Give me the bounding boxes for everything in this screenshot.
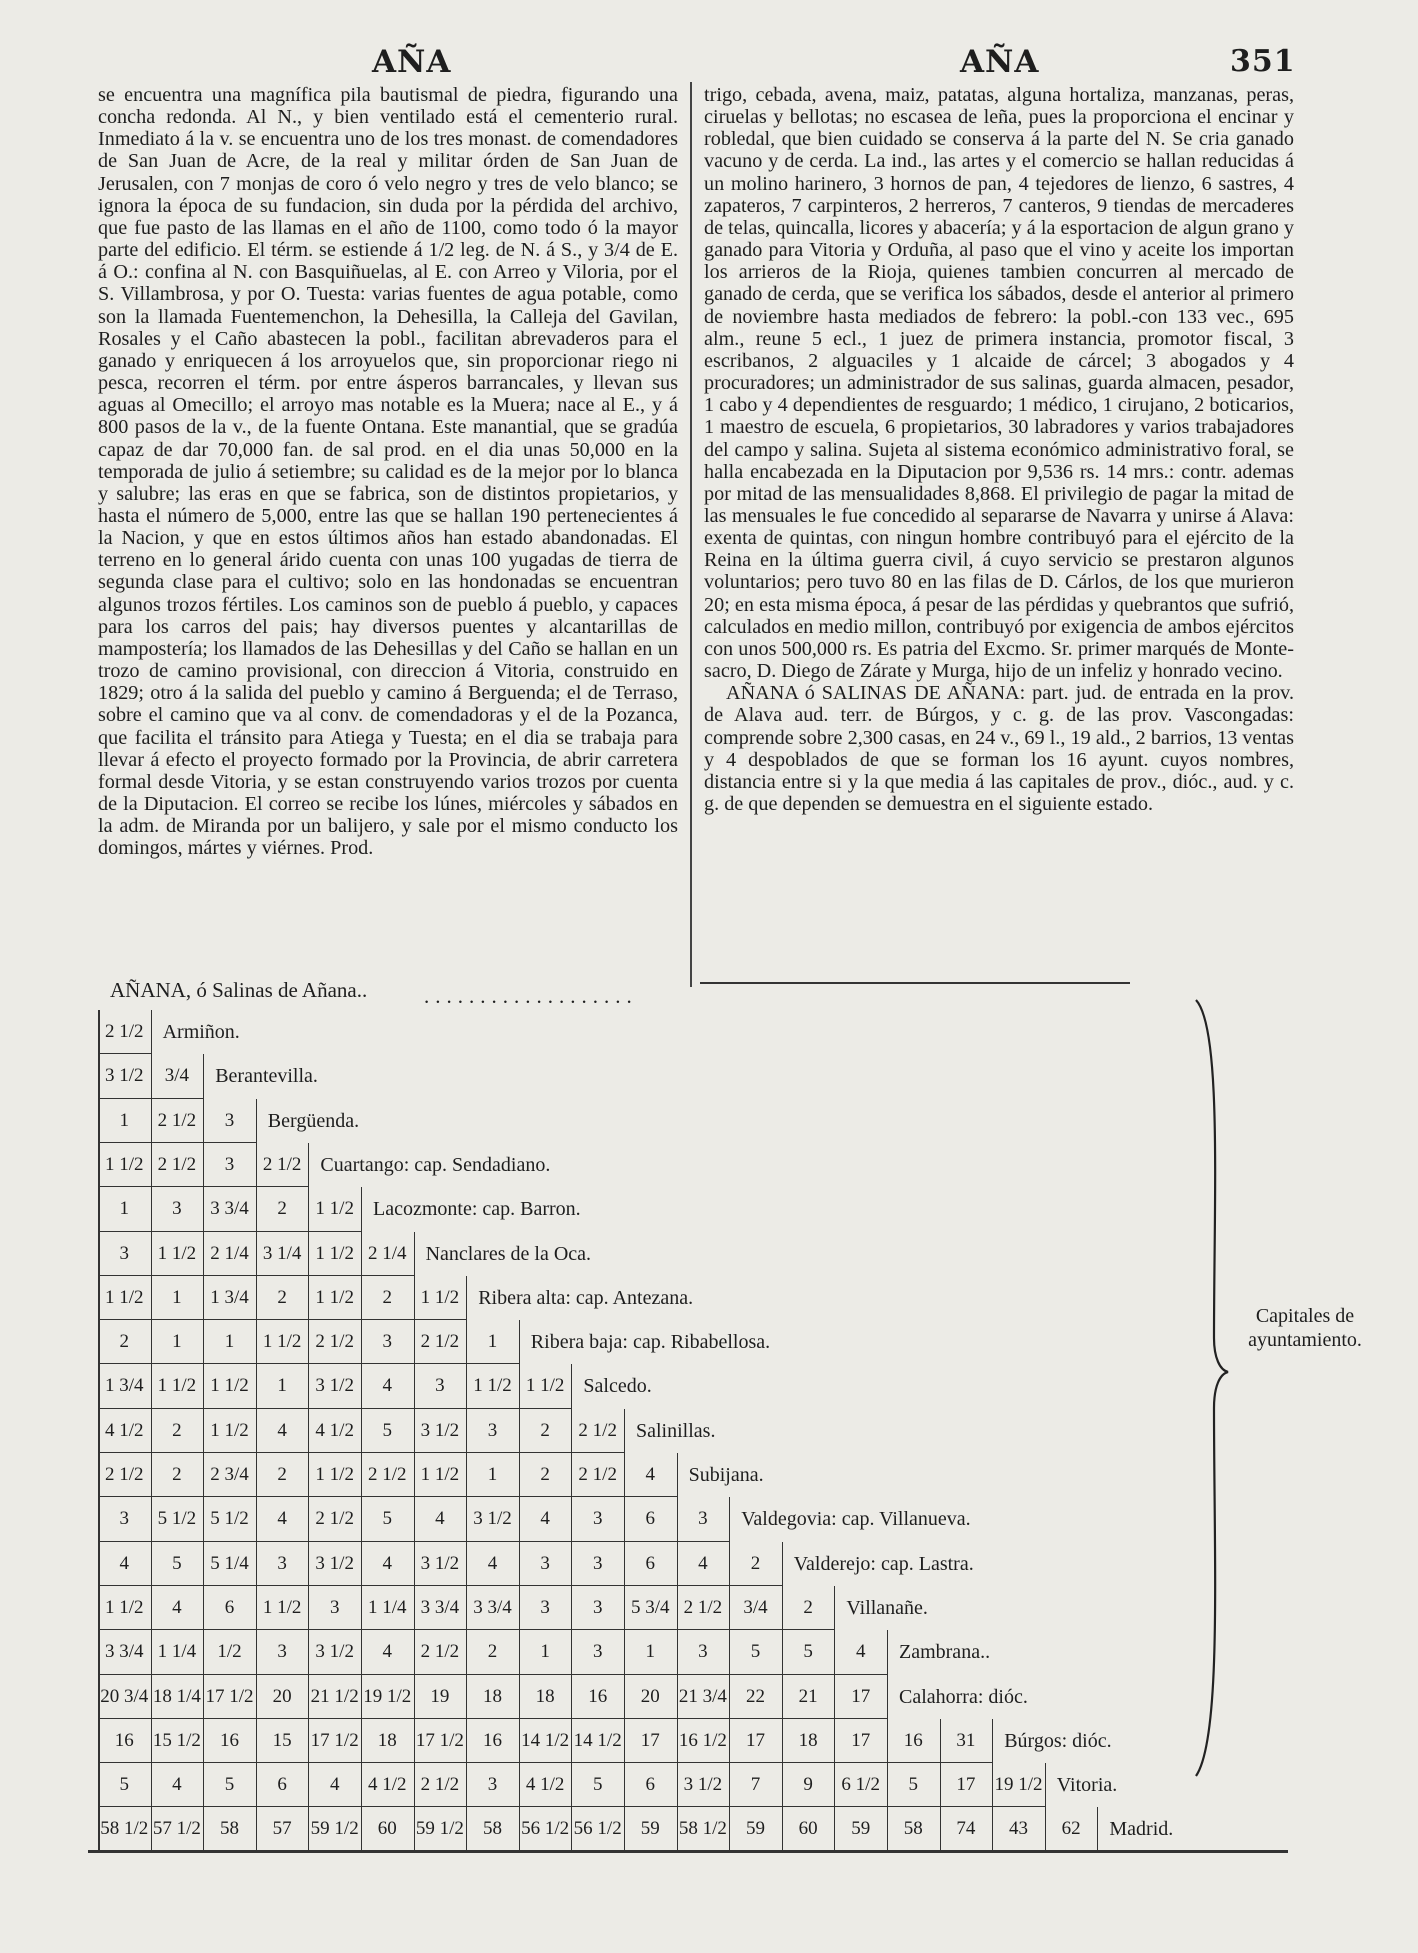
distance-cell: 59 1/2 [415,1818,464,1840]
distance-cell: 16 [903,1729,923,1751]
distance-cell: 1 1/2 [210,1419,249,1441]
distance-cell: 7 [750,1774,761,1796]
distance-cell: 6 [277,1774,287,1796]
distance-cell: 2 1/2 [420,1774,460,1796]
place-name: Valderejo: cap. Lastra. [793,1552,974,1575]
column-rule [151,1010,152,1852]
distance-cell: 2 1/2 [578,1464,617,1485]
distance-cell: 3 1/2 [473,1508,512,1530]
place-name: Búrgos: dióc. [1004,1729,1112,1752]
distance-cell: 5 [172,1552,182,1574]
distance-cell: 1 3/4 [105,1375,144,1397]
distance-cell: 19 1/2 [363,1685,412,1707]
distance-cell: 1 1/2 [525,1375,565,1397]
distance-cell: 18 [482,1685,502,1707]
distance-cell: 9 [803,1774,813,1796]
distance-cell: 18 [535,1685,555,1707]
distance-cell: 4 [540,1508,550,1530]
distance-cell: 15 1/2 [152,1729,201,1751]
distance-cell: 4 [329,1774,340,1796]
distance-cell: 1 1/2 [262,1331,302,1353]
place-name: Bergüenda. [267,1109,360,1132]
distance-cell: 16 [588,1685,608,1707]
place-name: Zambrana.. [899,1641,991,1664]
running-header-left: AÑA [372,44,452,80]
distance-cell: 3 1/2 [315,1641,354,1663]
place-name: Ribera alta: cap. Antezana. [478,1286,694,1309]
distance-cell: 2 1/2 [157,1109,197,1131]
distance-cell: 4 [119,1552,130,1574]
place-name: Valdegovia: cap. Villanueva. [741,1508,971,1531]
table-bottom-rule [88,1850,1288,1853]
district-entry: AÑANA ó SALINAS DE AÑANA: part. jud. de entrada en la prov. de Alava aud. terr. de Búrgos, y c. g. de las prov. Vascongadas: comprende sobre 2,300 casas, en 24 v., 69 l., 19 ald., 2 barrios, 13 ventas y 4 despoblados de que se forman los 16 ayunt. cuyos nombres, distancia entre si y la que media á las capitales de prov., dióc., aud. y c. g. de que dependen se demuestra en el siguiente estado. [704,682,1294,815]
distance-cell: 3/4 [743,1596,768,1618]
distance-cell: 2 1/2 [105,1021,144,1042]
distance-cell: 4 [382,1375,393,1397]
distance-cell: 4 [698,1552,708,1574]
distance-cell: 60 [377,1818,397,1840]
distance-cell: 17 [640,1729,660,1751]
distance-cell: 20 [272,1685,292,1707]
distance-cell: 43 [1008,1818,1028,1840]
distance-cell: 1 1/2 [315,1464,354,1485]
distance-cell: 1 [119,1109,130,1131]
distance-cell: 21 1/2 [310,1685,359,1707]
distance-cell: 4 [487,1552,498,1574]
distance-cell: 4 [435,1508,445,1530]
column-rule [1097,1807,1098,1851]
distance-cell: 1 1/2 [157,1242,197,1264]
place-name: Armiñon. [162,1021,240,1043]
distance-table [92,978,1362,1878]
distance-cell: 15 [272,1729,292,1751]
distance-cell: 19 1/2 [994,1774,1043,1796]
distance-cell: 17 1/2 [205,1685,254,1707]
distance-cell: 5 1/2 [210,1508,249,1530]
running-header-center: AÑA [960,44,1040,80]
distance-cell: 17 [745,1729,765,1751]
distance-cell: 6 [224,1596,235,1618]
distance-cell: 3 1/2 [420,1419,460,1441]
distance-cell: 59 1/2 [310,1818,359,1840]
distance-cell: 5 [382,1508,393,1530]
distance-cell: 1 1/2 [157,1375,197,1397]
distance-cell: 3 1/2 [420,1552,460,1574]
distance-cell: 17 [851,1729,871,1751]
distance-cell: 3 [487,1774,498,1796]
distance-cell: 5 [908,1774,919,1796]
brace-icon [1192,998,1232,1778]
distance-cell: 57 1/2 [152,1818,201,1840]
distance-cell: 1 1/2 [473,1375,512,1397]
distance-cell: 3 3/4 [105,1641,144,1663]
distance-cell: 16 [114,1729,134,1751]
distance-cell: 1 1/2 [315,1198,354,1220]
distance-cell: 6 1/2 [841,1774,880,1796]
place-name: Subijana. [688,1464,764,1486]
distance-cell: 60 [798,1818,818,1840]
distance-cell: 1 1/2 [210,1375,249,1397]
column-rule [940,1719,941,1852]
place-name: Salinillas. [636,1419,716,1442]
column-rule [1045,1763,1046,1852]
place-name: Villanañe. [846,1596,928,1619]
distance-cell: 6 [645,1552,656,1574]
distance-cell: 3 1/2 [315,1552,354,1574]
distance-cell: 3 1/2 [315,1375,354,1397]
place-name: Calahorra: dióc. [899,1685,1028,1708]
distance-cell: 3 [698,1641,708,1663]
distance-cell: 4 [172,1774,182,1796]
distance-cell: 2 [540,1464,550,1485]
distance-cell: 4 [382,1641,393,1663]
distance-cell: 56 1/2 [573,1818,622,1840]
column-rule [677,1453,678,1852]
distance-cell: 5 [750,1641,761,1663]
column-rule [361,1187,362,1852]
distance-cell: 1 1/4 [368,1596,407,1618]
column-rule [624,1409,625,1852]
distance-cell: 3 [435,1375,445,1397]
distance-cell: 5 [224,1774,235,1796]
distance-cell: 3 3/4 [473,1596,512,1618]
distance-cell: 1/2 [217,1641,242,1663]
distance-cell: 21 [798,1685,818,1707]
distance-cell: 4 1/2 [105,1419,144,1441]
distance-cell: 1 [277,1375,287,1397]
distance-cell: 1 [172,1331,182,1353]
distance-cell: 5 [592,1774,603,1796]
distance-cell: 2 1/2 [368,1464,407,1485]
distance-cell: 1 3/4 [210,1286,249,1308]
distance-cell: 16 [219,1729,239,1751]
distance-cell: 5 1/4 [210,1552,249,1574]
distance-cell: 1 1/2 [420,1286,460,1308]
bracket-label: Capitales de ayuntamiento. [1248,1305,1362,1351]
distance-cell: 4 1/2 [525,1774,565,1796]
distance-cell: 17 1/2 [310,1729,359,1751]
distance-cell: 3/4 [164,1065,190,1087]
distance-cell: 2 [119,1331,130,1353]
left-column-paragraph: se encuentra una magnífica pila bautismal de piedra, figurando una concha redonda. Al N., y bien ventilado está el cementerio rural. Inmediato á la v. se encuentra uno de los tres monast. de comendadores de San Juan de Acre, de la real y militar órden de San Juan de Jerusalen, con 7 monjas de coro ó velo negro y tres de velo blanco; se ignora la época de su fundacion, sin duda por la pérdida del archivo, que fue pasto de las llamas en el año de 1100, como todo ó la mayor parte del edificio. El térm. se estiende á 1/2 leg. de N. á S., y 3/4 de E. á O.: confina al N. con Basquiñuelas, al E. con Arreo y Viloria, por el S. Villambrosa, y por O. Tuesta: varias fuentes de agua potable, como son la llamada Fuentemenchon, la Dehesilla, la Calleja del Gavilan, Rosales y el Caño abastecen la pobl., facilitan abrevaderos para el ganado y enriquecen á los arroyuelos que, sin proporcionar riego ni pesca, recorren el térm. por entre ásperos barrancales, y llevan sus aguas al Omecillo; el arroyo mas notable es la Muera; nace al E., y á 800 pasos de la v., de la fuente Ontana. Este manantial, que se gradúa capaz de dar 70,000 fan. de sal prod. en el dia unas 50,000 en la temporada de julio á setiembre; su calidad es de la mejor por lo blanca y salubre; las eras en que se fabrica, son de distintos propietarios, y hasta el número de 5,000, entre las que se hallan 190 pertenecientes á la Nacion, y que en estos últimos años han estado abandonadas. El terreno en lo general árido cuenta con unas 100 yugadas de tierra de segunda clase para el cultivo; solo en las hondonadas se encuentran algunos trozos fértiles. Los caminos son de pueblo á pueblo, y capaces para los carros del pais; hay diversos puentes y alcantarillas de mampostería; los llamados de las Dehesillas y del Caño se hallan en un trozo de camino provisional, con direccion á Vitoria, construido en 1829; otro á la salida del pueblo y camino á Berguenda; el de Terraso, sobre el camino que va al conv. de comendadoras y el de la Pozanca, que facilita el tránsito para Atiega y Tuesta; en el dia se trabaja para llevar á efecto el proyecto formado por la Provincia, de abrir carretera formal desde Vitoria, y se estan construyendo varios trozos por cuenta de la Diputacion. El correo se recibe los lúnes, miércoles y sábados en la adm. de Miranda por un balijero, y sale por el mismo conducto los domingos, mártes y viérnes. Prod. [98,84,678,860]
distance-cell: 2 [172,1419,182,1441]
distance-cell: 4 [645,1464,656,1485]
place-name: Nanclares de la Oca. [425,1242,592,1265]
distance-cell: 1 [224,1331,235,1353]
distance-cell: 3 [540,1596,550,1618]
distance-cell: 1 1/2 [315,1286,354,1308]
distance-cell: 3 [277,1552,287,1574]
distance-cell: 14 1/2 [521,1729,570,1751]
distance-cell: 3 [172,1198,182,1220]
column-rule [203,1054,204,1851]
distance-cell: 1 [645,1641,656,1663]
distance-cell: 62 [1061,1818,1081,1840]
distance-cell: 4 [382,1552,393,1574]
place-name: Lacozmonte: cap. Barron. [373,1198,581,1221]
place-name: Salcedo. [583,1375,652,1398]
distance-cell: 3 3/4 [210,1198,249,1220]
distance-cell: 3 1/2 [683,1774,723,1796]
distance-cell: 58 1/2 [678,1818,727,1840]
distance-cell: 2 3/4 [210,1464,249,1485]
distance-cell: 20 3/4 [100,1685,149,1707]
column-rule [466,1276,467,1852]
distance-cell: 17 [956,1774,976,1796]
distance-cell: 22 [745,1685,765,1707]
distance-cell: 59 [745,1818,765,1840]
distance-cell: 3 [487,1419,498,1441]
distance-cell: 5 1/2 [157,1508,197,1530]
distance-cell: 2 [487,1641,498,1663]
distance-cell: 1 1/2 [105,1286,144,1308]
distance-cell: 2 1/2 [420,1331,460,1353]
place-name: Madrid. [1109,1818,1174,1841]
distance-cell: 3 [382,1331,393,1353]
distance-cell: 3 [592,1641,603,1663]
distance-cell: 2 1/2 [315,1508,354,1530]
left-column [98,84,678,859]
distance-cell: 57 [272,1818,292,1840]
distance-cell: 16 [482,1729,502,1751]
distance-cell: 4 [277,1508,287,1530]
distance-cell: 2 [277,1286,287,1308]
distance-cell: 56 1/2 [521,1818,570,1840]
distance-cell: 1 [487,1331,498,1353]
right-column-paragraph: trigo, cebada, avena, maiz, patatas, alguna hortaliza, manzanas, peras, ciruelas y bellotas; no escasea de leña, pues la proporciona el encinar y robledal, que bien cuidado se conserva á la parte del N. Se cria ganado vacuno y de cerda. La ind., las artes y el comercio se hallan reducidas á un molino harinero, 3 hornos de pan, 4 tejedores de lienzo, 6 sastres, 4 zapateros, 7 carpinteros, 2 herreros, 7 canteros, 9 tiendas de mercaderes de telas, quincalla, licores y abacería; y á la esportacion de algun grano y ganado para Vitoria y Orduña, al paso que el vino y aceite los importan los arrieros de la Rioja, quienes tambien concurren al mercado de ganado de cerda, que se verifica los sábados, desde el anterior al primero de noviembre hasta mediados de febrero: la pobl.-con 133 vec., 695 alm., reune 5 ecl., 1 juez de primera instancia, promotor fiscal, 3 escribanos, 2 alguaciles y 1 alcaide de cárcel; 3 abogados y 4 procuradores; un administrador de sus salinas, guarda almacen, pesador, 1 cabo y 4 dependientes de resguardo; 1 médico, 1 cirujano, 2 boticarios, 1 maestro de escuela, 6 propietarios, 30 labradores y varios trabajadores del campo y salina. Sujeta al sistema económico administrativo foral, se halla encabezada en la Diputacion por 9,536 rs. 14 mrs.: contr. ademas por mitad de las mensualidades 8,868. El privilegio de pagar la mitad de las mensuales le fue concedido al separarse de Navarra y unirse á Alava: exenta de quintas, con ningun hombre contribuyó para el ejército de la Reina en la última guerra civil, á cuyo servicio se prestaron algunos voluntarios; pero tuvo 80 en las filas de D. Cárlos, de los que murieron 20; en esta misma época, á pesar de las pérdidas y quebrantos que sufrió, calculados en medio millon, contribuyó por exigencia de ambos ejércitos con unos 500,000 rs. Es patria del Excmo. Sr. primer marqués de Monte-sacro, D. Diego de Zárate y Murga, hijo de un infeliz y honrado vecino. [704,84,1294,683]
column-rule [571,1364,572,1851]
distance-cell: 20 [640,1685,660,1707]
distance-cell: 18 [377,1729,397,1751]
column-divider [690,82,692,987]
distance-cell: 58 [903,1818,923,1840]
column-rule [98,1010,100,1852]
column-rule [519,1320,520,1852]
distance-cell: 5 [382,1419,393,1441]
distance-cell: 5 [119,1774,130,1796]
place-name: Cuartango: cap. Sendadiano. [320,1153,551,1176]
column-rule [256,1099,257,1852]
distance-cell: 3 [592,1552,603,1574]
leader-dots: ................... [424,984,638,1008]
distance-cell: 1 [487,1464,498,1485]
distance-cell: 14 1/2 [573,1729,622,1751]
distance-cell: 74 [956,1818,976,1840]
distance-cell: 5 [803,1641,813,1663]
distance-cell: 2 1/2 [578,1419,617,1441]
distance-cell: 3 1/4 [262,1242,302,1264]
distance-cell: 4 1/2 [368,1774,407,1796]
distance-cell: 21 3/4 [678,1685,727,1707]
distance-cell: 1 [540,1641,550,1663]
distance-cell: 2 1/2 [315,1331,354,1353]
distance-cell: 3 [119,1508,130,1530]
distance-cell: 4 1/2 [315,1419,354,1441]
distance-cell: 19 [430,1685,450,1707]
table-head: AÑANA, ó Salinas de Añana.. [110,978,368,1002]
column-rule [834,1586,835,1852]
distance-cell: 3 [224,1153,235,1175]
distance-cell: 3 [329,1596,340,1618]
distance-cell: 2 1/2 [157,1153,197,1175]
distance-cell: 6 [645,1774,656,1796]
distance-cell: 2 1/4 [210,1242,249,1264]
distance-cell: 18 [798,1729,818,1751]
distance-cell: 3 3/4 [420,1596,460,1618]
distance-cell: 58 1/2 [100,1818,149,1840]
distance-cell: 2 1/2 [420,1641,460,1663]
distance-cell: 3 [592,1508,603,1530]
distance-cell: 1 1/4 [157,1641,197,1663]
right-column [704,84,1294,815]
distance-cell: 3 [698,1508,708,1530]
distance-cell: 59 [851,1818,871,1840]
distance-cell: 4 [277,1419,287,1441]
column-rule [887,1630,888,1852]
distance-cell: 2 1/4 [368,1242,407,1264]
distance-cell: 2 1/2 [262,1153,302,1175]
distance-cell: 2 [540,1419,550,1441]
distance-cell: 2 [172,1464,182,1485]
place-name: Ribera baja: cap. Ribabellosa. [530,1331,771,1354]
distance-cell: 4 [855,1641,866,1663]
distance-cell: 3 [540,1552,550,1574]
column-rule [729,1497,730,1851]
distance-cell: 17 [851,1685,871,1707]
distance-cell: 17 1/2 [415,1729,464,1751]
distance-cell: 2 [750,1552,761,1574]
distance-cell: 1 1/2 [262,1596,302,1618]
distance-cell: 5 3/4 [631,1596,670,1618]
distance-cell: 4 [172,1596,182,1618]
distance-cell: 1 [172,1286,182,1308]
distance-cell: 58 [482,1818,502,1840]
distance-cell: 3 [592,1596,603,1618]
distance-cell: 16 1/2 [678,1729,727,1751]
distance-cell: 1 1/2 [420,1464,460,1485]
page-number: 351 [1230,44,1296,79]
distance-cell: 3 [277,1641,287,1663]
column-rule [782,1542,783,1852]
column-rule [414,1232,415,1852]
distance-cell: 1 [119,1198,130,1220]
distance-cell: 18 1/4 [152,1685,201,1707]
distance-cell: 1 1/2 [105,1596,144,1618]
distance-cell: 2 1/2 [105,1464,144,1485]
distance-cell: 59 [640,1818,660,1840]
distance-cell: 2 1/2 [683,1596,723,1618]
distance-cell: 3 1/2 [105,1065,144,1087]
distance-cell: 2 [382,1286,393,1308]
distance-cell: 6 [645,1508,656,1530]
distance-cell: 1 1/2 [105,1153,144,1175]
distance-cell: 2 [803,1596,813,1618]
column-rule [992,1719,993,1852]
column-rule [308,1143,309,1852]
distance-cell: 1 1/2 [315,1242,354,1264]
place-name: Berantevilla. [215,1065,318,1088]
distance-cell: 2 [277,1198,287,1220]
distance-cell: 3 [224,1109,235,1131]
distance-cell: 58 [219,1818,239,1840]
place-name: Vitoria. [1056,1774,1118,1797]
distance-cell: 3 [119,1242,130,1264]
distance-cell: 2 [277,1464,287,1485]
distance-cell: 31 [956,1729,976,1751]
